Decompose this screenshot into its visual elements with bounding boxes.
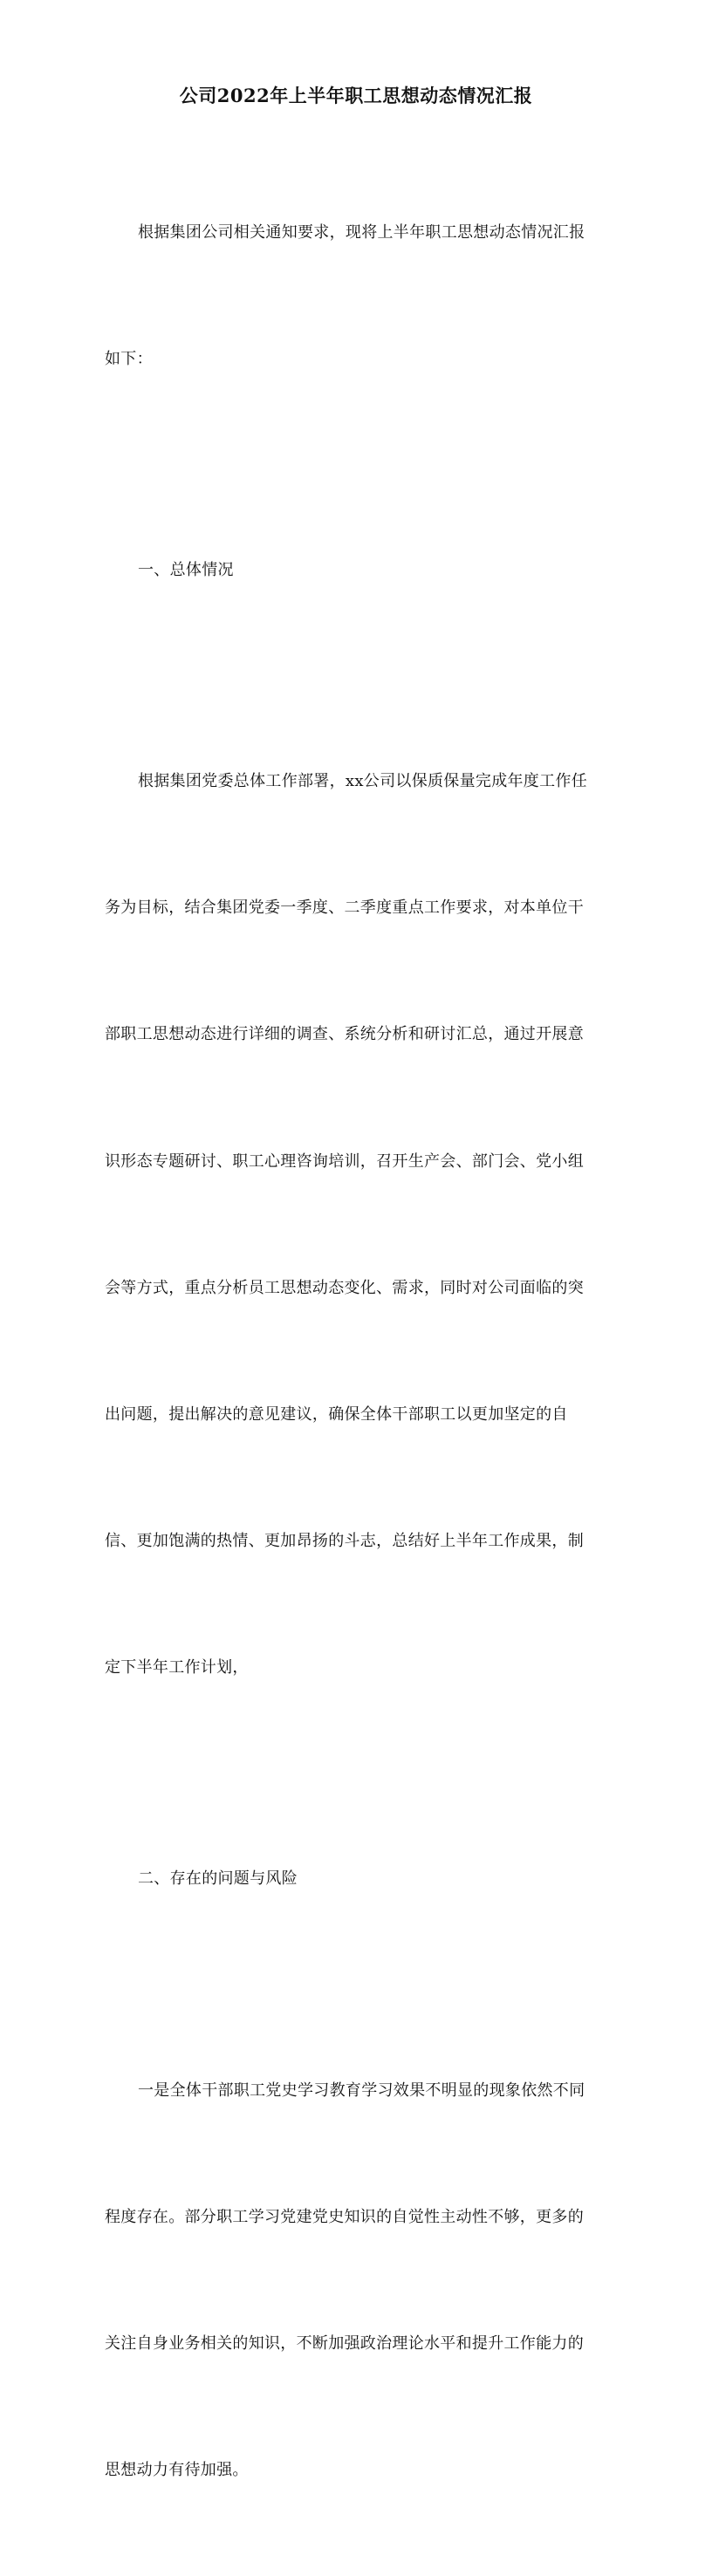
text-line: 程度存在。部分职工学习党建党史知识的自觉性主动性不够，更多的 [105,2207,584,2226]
text-line: 如下： [105,350,153,369]
text-line: 务为目标，结合集团党委一季度、二季度重点工作要求，对本单位干 [105,899,584,918]
paragraph-intro [105,127,607,465]
text-line: 识形态专题研讨、职工心理咨询培训，召开生产会、部门会、党小组 [105,1151,584,1171]
text-line: 部职工思想动态进行详细的调查、系统分析和研讨汇总，通过开展意 [105,1025,584,1044]
text-line: 根据集团公司相关通知要求，现将上半年职工思想动态情况汇报 [138,222,585,242]
text-line: 思想动力有待加强。 [105,2461,249,2480]
text-line: 会等方式，重点分析员工思想动态变化、需求，同时对公司面临的突 [105,1278,584,1297]
heading-line: 一、总体情况 [138,561,234,580]
text-line: 关注自身业务相关的知识，不断加强政治理论水平和提升工作能力的 [105,2333,584,2353]
paragraph-issue-1 [105,1985,607,2576]
text-line: 出问题，提出解决的意见建议，确保全体干部职工以更加坚定的自 [105,1405,568,1425]
document-body [105,127,607,2576]
text-line: 信、更加饱满的热情、更加昂扬的斗志，总结好上半年工作成果，制 [105,1532,584,1551]
section-heading-overall [105,465,607,676]
text-line: 定下半年工作计划， [105,1658,249,1677]
heading-line: 二、存在的问题与风险 [138,1869,298,1889]
paragraph-overview [105,676,607,1773]
section-heading-issues [105,1774,607,1985]
document-title: 公司2022年上半年职工思想动态情况汇报 [179,85,533,106]
text-line: 一是全体干部职工党史学习教育学习效果不明显的现象依然不同 [138,2081,585,2100]
text-line: 根据集团党委总体工作部署，xx公司以保质保量完成年度工作任 [138,772,587,791]
